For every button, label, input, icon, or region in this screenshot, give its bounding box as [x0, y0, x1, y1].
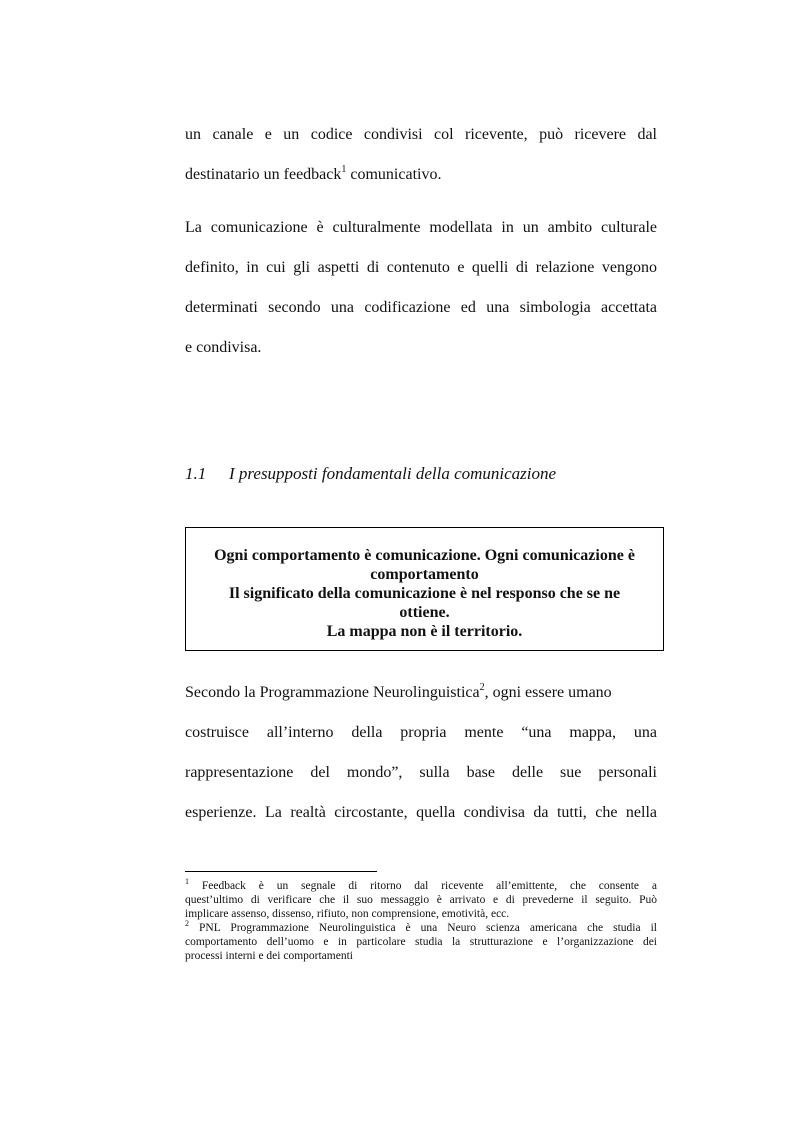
paragraph-text: destinatario un feedback	[185, 166, 342, 183]
footnote-text: Feedback è un segnale di ritorno dal ricevente all’emittente, che consente a	[201, 880, 657, 892]
paragraph-text: Secondo la Programmazione Neurolinguistica	[185, 684, 480, 701]
quote-line: La mappa non è il territorio.	[326, 623, 523, 640]
footnote-line	[185, 879, 657, 893]
quote-box	[185, 527, 664, 651]
footnote-line	[185, 921, 657, 935]
section-title: I presupposti fondamentali della comunicazione	[229, 464, 557, 483]
footnote-separator	[185, 871, 377, 872]
paragraph-line: costruisce all’interno della propria mente “una mappa, una	[185, 724, 657, 741]
footnote-text: PNL Programmazione Neurolinguistica è una Neuro scienza americana che studia il	[199, 922, 657, 934]
footnote-ref-2[interactable]: 2	[479, 682, 485, 693]
paragraph-line: La comunicazione è culturalmente modellata in un ambito culturale	[185, 219, 657, 236]
paragraph-text: comunicativo.	[350, 166, 442, 183]
footnote-line: implicare assenso, dissenso, rifiuto, non comprensione, emotività, ecc.	[185, 908, 510, 920]
paragraph-text: , ogni essere umano	[484, 684, 612, 701]
quote-line: ottiene.	[399, 604, 450, 621]
paragraph-line: rappresentazione del mondo”, sulla base delle sue personali	[185, 764, 657, 781]
paragraph-line: esperienze. La realtà circostante, quella condivisa da tutti, che nella	[185, 804, 657, 821]
paragraph-line	[185, 673, 657, 713]
paragraph-line: definito, in cui gli aspetti di contenuto e quelli di relazione vengono	[185, 259, 657, 276]
footnote-line: quest’ultimo di verificare che il suo messaggio è arrivato e di prevederne il seguito. Può	[185, 894, 657, 906]
footnote-1	[185, 879, 657, 921]
section-heading	[185, 464, 556, 484]
paragraph-line: determinati secondo una codificazione ed una simbologia accettata	[185, 299, 657, 316]
footnote-line: processi interni e dei comportamenti	[185, 950, 353, 962]
paragraph-2	[185, 208, 657, 368]
footnote-number: 2	[185, 919, 189, 928]
quote-line: Ogni comportamento è comunicazione. Ogni comunicazione è	[214, 547, 635, 564]
footnote-2	[185, 921, 657, 963]
paragraph-text-segment	[185, 673, 612, 713]
paragraph-line: e condivisa.	[185, 339, 262, 356]
paragraph-3	[185, 673, 657, 833]
quote-line: comportamento	[370, 566, 479, 583]
footnote-ref-1[interactable]: 1	[341, 164, 347, 175]
paragraph-1	[185, 115, 657, 195]
footnote-line: comportamento dell’uomo e in particolare studia la strutturazione e l’organizzazione dei	[185, 936, 657, 948]
paragraph-line: un canale e un codice condivisi col ricevente, può ricevere dal	[185, 126, 657, 143]
footnotes	[185, 879, 657, 963]
paragraph-line	[185, 155, 657, 195]
footnote-number: 1	[185, 877, 189, 886]
quote-line: Il significato della comunicazione è nel responso che se ne	[228, 585, 621, 602]
section-number: 1.1	[185, 464, 207, 483]
